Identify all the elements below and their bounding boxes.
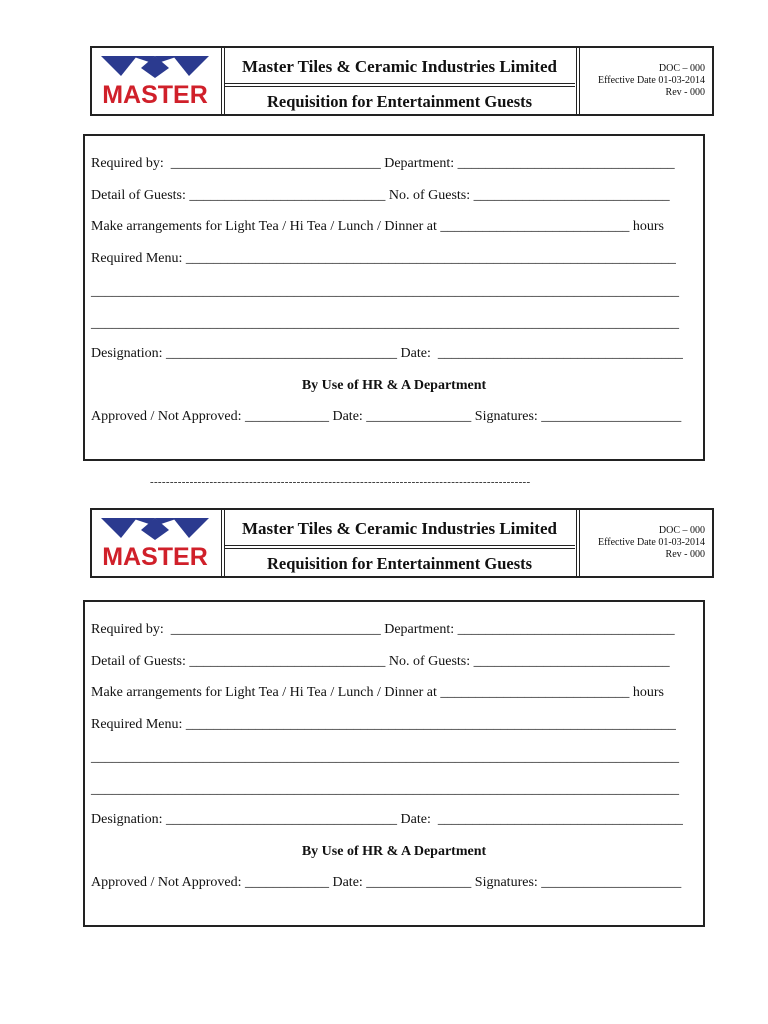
form-copy-top bbox=[0, 0, 768, 470]
required-menu-line[interactable]: Required Menu: ______________________________________________________________________ bbox=[91, 251, 676, 266]
designation-date-line[interactable]: Designation: _________________________________ Date: ___________________________________ bbox=[91, 346, 683, 361]
form-box bbox=[83, 134, 705, 461]
revision: Rev - 000 bbox=[665, 549, 705, 560]
logo-cell bbox=[92, 48, 225, 114]
required-by-department-line[interactable]: Required by: ______________________________ Department: _______________________________ bbox=[91, 156, 675, 171]
menu-continuation-line[interactable]: ____________________________________________________________________________________ bbox=[91, 316, 679, 331]
hr-section-heading: By Use of HR & A Department bbox=[301, 378, 487, 393]
guests-detail-line[interactable]: Detail of Guests: ____________________________ No. of Guests: ____________________________ bbox=[91, 654, 670, 669]
title-cell bbox=[224, 510, 580, 576]
document-meta bbox=[579, 48, 712, 114]
menu-continuation-line[interactable]: ____________________________________________________________________________________ bbox=[91, 284, 679, 299]
cut-separator: ------------------------------------------------------------------------------------------------ bbox=[150, 476, 531, 488]
approval-line[interactable]: Approved / Not Approved: ____________ Date: _______________ Signatures: ____________________ bbox=[91, 875, 682, 890]
company-name: Master Tiles & Ceramic Industries Limited bbox=[224, 48, 575, 87]
required-by-department-line[interactable]: Required by: ______________________________ Department: _______________________________ bbox=[91, 622, 675, 637]
hr-section-heading: By Use of HR & A Department bbox=[301, 844, 487, 859]
effective-date: Effective Date 01-03-2014 bbox=[598, 75, 705, 86]
effective-date: Effective Date 01-03-2014 bbox=[598, 537, 705, 548]
logo-text: MASTER bbox=[102, 543, 208, 570]
arrangements-line[interactable]: Make arrangements for Light Tea / Hi Tea / Lunch / Dinner at ___________________________ hours bbox=[91, 685, 664, 700]
revision: Rev - 000 bbox=[665, 87, 705, 98]
master-logo bbox=[101, 518, 209, 570]
master-logo bbox=[101, 56, 209, 108]
guests-detail-line[interactable]: Detail of Guests: ____________________________ No. of Guests: ____________________________ bbox=[91, 188, 670, 203]
form-copy-bottom bbox=[0, 462, 768, 932]
menu-continuation-line[interactable]: ____________________________________________________________________________________ bbox=[91, 750, 679, 765]
doc-number: DOC – 000 bbox=[658, 63, 705, 74]
document-title: Requisition for Entertainment Guests bbox=[266, 554, 533, 573]
menu-continuation-line[interactable]: ____________________________________________________________________________________ bbox=[91, 782, 679, 797]
document-meta bbox=[579, 510, 712, 576]
company-name: Master Tiles & Ceramic Industries Limited bbox=[224, 510, 575, 549]
logo-cell bbox=[92, 510, 225, 576]
required-menu-line[interactable]: Required Menu: ______________________________________________________________________ bbox=[91, 717, 676, 732]
arrangements-line[interactable]: Make arrangements for Light Tea / Hi Tea / Lunch / Dinner at ___________________________ hours bbox=[91, 219, 664, 234]
document-header bbox=[90, 508, 714, 578]
document-title: Requisition for Entertainment Guests bbox=[266, 92, 533, 111]
document-header bbox=[90, 46, 714, 116]
form-box bbox=[83, 600, 705, 927]
approval-line[interactable]: Approved / Not Approved: ____________ Date: _______________ Signatures: ____________________ bbox=[91, 409, 682, 424]
title-cell bbox=[224, 48, 580, 114]
designation-date-line[interactable]: Designation: _________________________________ Date: ___________________________________ bbox=[91, 812, 683, 827]
logo-text: MASTER bbox=[102, 81, 208, 108]
doc-number: DOC – 000 bbox=[658, 525, 705, 536]
